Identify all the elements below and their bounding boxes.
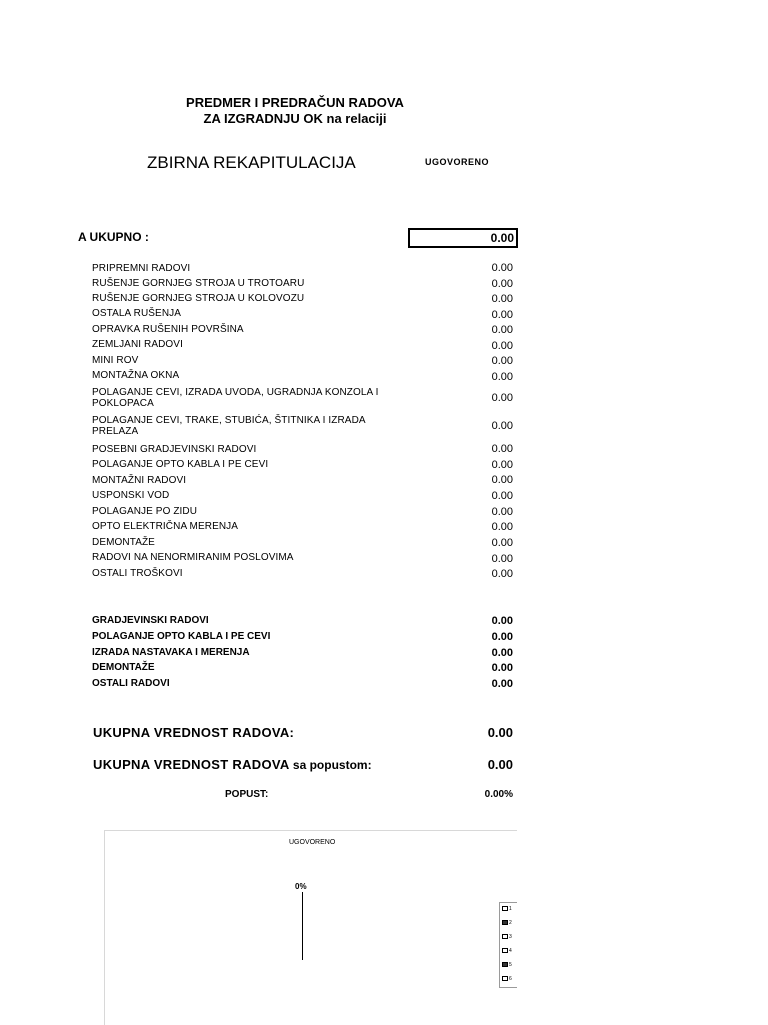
item-value: 0.00 — [491, 474, 513, 486]
legend-label: 4 — [509, 948, 512, 954]
summary-label: GRADJEVINSKI RADOVI — [92, 615, 209, 626]
item-value: 0.00 — [491, 355, 513, 367]
item-label: OPTO ELEKTRIČNA MERENJA — [92, 521, 239, 532]
item-value: 0.00 — [491, 459, 513, 471]
item-label: RUŠENJE GORNJEG STROJA U KOLOVOZU — [92, 293, 305, 304]
item-value: 0.00 — [491, 371, 513, 383]
ukupno-label: A UKUPNO : — [78, 230, 149, 244]
discounted-total-value: 0.00 — [487, 757, 513, 772]
document-title-line2: ZA IZGRADNJU OK na relaciji — [203, 111, 387, 126]
item-label: RUŠENJE GORNJEG STROJA U TROTOARU — [92, 278, 305, 289]
item-label: ZEMLJANI RADOVI — [92, 339, 183, 350]
total-value: 0.00 — [487, 725, 513, 740]
item-value: 0.00 — [491, 568, 513, 580]
legend-swatch — [502, 906, 508, 911]
item-label: MONTAŽNI RADOVI — [92, 475, 187, 486]
legend-label: 6 — [509, 976, 512, 982]
item-label: OSTALI TROŠKOVI — [92, 568, 183, 579]
item-value: 0.00 — [491, 324, 513, 336]
legend-label: 1 — [509, 906, 512, 912]
total-label: UKUPNA VREDNOST RADOVA: — [93, 725, 295, 740]
summary-value: 0.00 — [491, 647, 513, 659]
legend-swatch — [502, 948, 508, 953]
item-value: 0.00 — [491, 443, 513, 455]
summary-value: 0.00 — [491, 615, 513, 627]
legend-item — [502, 962, 512, 968]
item-label: MINI ROV — [92, 355, 139, 366]
legend-item — [502, 948, 512, 954]
item-value: 0.00 — [491, 340, 513, 352]
item-label: OPRAVKA RUŠENIH POVRŠINA — [92, 324, 244, 335]
item-label: DEMONTAŽE — [92, 537, 155, 548]
discount-label: POPUST: — [225, 789, 269, 800]
discounted-total-label-main: UKUPNA VREDNOST RADOVA — [93, 757, 290, 772]
legend-item — [502, 920, 512, 926]
section-heading: ZBIRNA REKAPITULACIJA — [147, 153, 356, 172]
item-value: 0.00 — [491, 420, 513, 432]
item-label: PRIPREMNI RADOVI — [92, 263, 191, 274]
item-value: 0.00 — [491, 392, 513, 404]
item-value: 0.00 — [491, 278, 513, 290]
summary-value: 0.00 — [491, 662, 513, 674]
item-value: 0.00 — [491, 262, 513, 274]
item-label: POLAGANJE CEVI, TRAKE, STUBIĆA, ŠTITNIKA I IZRADA PRELAZA — [92, 415, 366, 437]
legend-item — [502, 934, 512, 940]
legend-item — [502, 906, 512, 912]
item-label: OSTALA RUŠENJA — [92, 308, 182, 319]
legend-swatch — [502, 920, 508, 925]
legend-swatch — [502, 934, 508, 939]
chart-legend — [499, 902, 517, 988]
item-value: 0.00 — [491, 293, 513, 305]
item-value: 0.00 — [491, 309, 513, 321]
legend-swatch — [502, 976, 508, 981]
ukupno-value: 0.00 — [490, 231, 514, 245]
item-label: MONTAŽNA OKNA — [92, 370, 180, 381]
summary-label: OSTALI RADOVI — [92, 678, 170, 689]
discounted-total-label-suffix: sa popustom: — [289, 758, 372, 772]
summary-value: 0.00 — [491, 678, 513, 690]
item-label: POSEBNI GRADJEVINSKI RADOVI — [92, 444, 257, 455]
item-label: RADOVI NA NENORMIRANIM POSLOVIMA — [92, 552, 294, 563]
legend-item — [502, 976, 512, 982]
legend-label: 5 — [509, 962, 512, 968]
summary-value: 0.00 — [491, 631, 513, 643]
document-title-line1: PREDMER I PREDRAČUN RADOVA — [186, 95, 404, 110]
slice-leader-line — [302, 892, 303, 960]
column-header: UGOVORENO — [425, 157, 490, 167]
item-value: 0.00 — [491, 490, 513, 502]
summary-label: IZRADA NASTAVAKA I MERENJA — [92, 647, 250, 658]
legend-label: 3 — [509, 934, 512, 940]
item-label: POLAGANJE PO ZIDU — [92, 506, 198, 517]
item-value: 0.00 — [491, 521, 513, 533]
pie-chart-area — [104, 830, 517, 1025]
chart-title: UGOVORENO — [289, 839, 336, 846]
summary-label: POLAGANJE OPTO KABLA I PE CEVI — [92, 631, 271, 642]
ukupno-value-cell — [408, 228, 518, 248]
slice-percent-label: 0% — [295, 882, 307, 891]
legend-label: 2 — [509, 920, 512, 926]
item-label: USPONSKI VOD — [92, 490, 170, 501]
discounted-total-label — [93, 757, 372, 772]
summary-label: DEMONTAŽE — [92, 662, 155, 673]
legend-swatch — [502, 962, 508, 967]
item-label: POLAGANJE CEVI, IZRADA UVODA, UGRADNJA KONZOLA I POKLOPACA — [92, 387, 379, 409]
item-value: 0.00 — [491, 537, 513, 549]
discount-value: 0.00% — [484, 789, 513, 800]
item-value: 0.00 — [491, 553, 513, 565]
item-label: POLAGANJE OPTO KABLA I PE CEVI — [92, 459, 269, 470]
item-value: 0.00 — [491, 506, 513, 518]
